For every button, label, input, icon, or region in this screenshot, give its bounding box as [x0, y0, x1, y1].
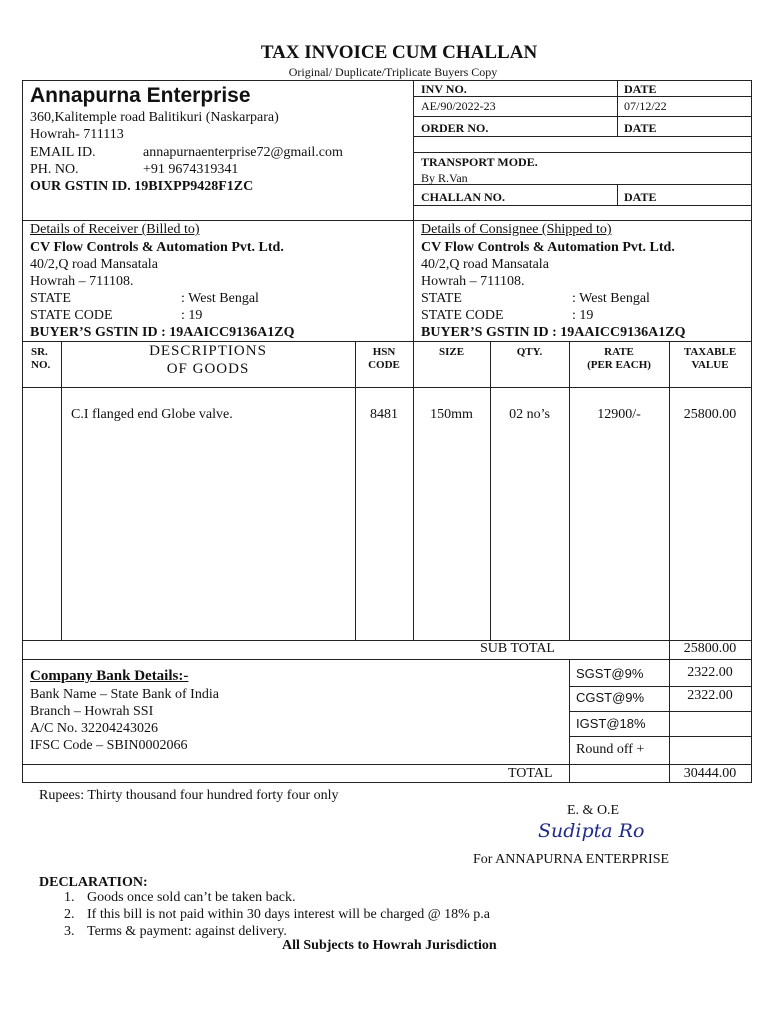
seller-phone: +91 9674319341: [143, 162, 239, 177]
sgst-label: SGST@9%: [576, 666, 644, 681]
subtotal-label: SUB TOTAL: [480, 641, 555, 656]
date-label: DATE: [624, 82, 657, 96]
declaration-item-1: Goods once sold can’t be taken back.: [87, 890, 296, 905]
receiver-address-line1: 40/2,Q road Mansatala: [30, 257, 158, 272]
jurisdiction-note: All Subjects to Howrah Jurisdiction: [282, 938, 497, 953]
for-company-line: For ANNAPURNA ENTERPRISE: [473, 852, 670, 867]
consignee-state: : West Bengal: [572, 291, 650, 306]
consignee-state-label: STATE: [421, 291, 462, 306]
seller-email-label: EMAIL ID.: [30, 145, 96, 160]
total-value: 30444.00: [683, 766, 737, 781]
bank-name: Bank Name – State Bank of India: [30, 687, 219, 702]
bank-branch: Branch – Howrah SSI: [30, 704, 154, 719]
consignee-address-line2: Howrah – 711108.: [421, 274, 525, 289]
declaration-item-3: Terms & payment: against delivery.: [87, 924, 287, 939]
seller-address-line1: 360,Kalitemple road Balitikuri (Naskarpara): [30, 110, 279, 125]
col-hsn: HSN: [372, 346, 396, 358]
consignee-address-line1: 40/2,Q road Mansatala: [421, 257, 549, 272]
col-qty: QTY.: [516, 346, 543, 358]
inv-no-label: INV NO.: [421, 82, 467, 96]
errors-omissions-note: E. & O.E: [567, 803, 620, 818]
receiver-state-label: STATE: [30, 291, 71, 306]
challan-no-label: CHALLAN NO.: [421, 190, 506, 204]
declaration-heading: DECLARATION:: [39, 875, 148, 890]
item-hsn: 8481: [370, 407, 398, 422]
bank-account: A/C No. 32204243026: [30, 721, 158, 736]
subtotal-value: 25800.00: [683, 641, 737, 656]
challan-date-label: DATE: [624, 190, 657, 204]
bank-heading: Company Bank Details:-: [30, 668, 189, 684]
item-size: 150mm: [430, 407, 473, 422]
seller-name: Annapurna Enterprise: [30, 84, 251, 107]
amount-in-words: Rupees: Thirty thousand four hundred forty four only: [39, 788, 339, 803]
seller-address-line2: Howrah- 711113: [30, 127, 124, 142]
seller-email: annapurnaenterprise72@gmail.com: [143, 145, 343, 160]
seller-gstin: OUR GSTIN ID. 19BIXPP9428F1ZC: [30, 179, 254, 194]
cgst-value: 2322.00: [687, 688, 733, 703]
item-rate: 12900/-: [597, 407, 641, 422]
receiver-state: : West Bengal: [181, 291, 259, 306]
declaration-item-2-num: 2.: [64, 907, 75, 922]
col-taxable-value: TAXABLE: [683, 346, 737, 358]
sgst-value: 2322.00: [687, 665, 733, 680]
consignee-name: CV Flow Controls & Automation Pvt. Ltd.: [421, 240, 675, 255]
col-rate: RATE: [604, 346, 634, 358]
col-sr-no: SR.: [31, 346, 48, 358]
item-qty: 02 no’s: [509, 407, 550, 422]
consignee-state-code: : 19: [572, 308, 594, 323]
seller-phone-label: PH. NO.: [30, 162, 79, 177]
item-taxable-value: 25800.00: [683, 407, 737, 422]
signature: Sudipta Ro: [538, 820, 645, 842]
col-hsn-2: CODE: [368, 359, 400, 371]
receiver-gstin: BUYER’S GSTIN ID : 19AAICC9136A1ZQ: [30, 325, 295, 340]
col-size: SIZE: [438, 346, 465, 358]
col-description-2: OF GOODS: [166, 361, 250, 377]
transport-mode-value: By R.Van: [421, 171, 468, 185]
date-value: 07/12/22: [624, 99, 667, 113]
declaration-item-3-num: 3.: [64, 924, 75, 939]
receiver-state-code: : 19: [181, 308, 203, 323]
col-description: DESCRIPTIONS: [149, 343, 267, 359]
declaration-item-1-num: 1.: [64, 890, 75, 905]
cgst-label: CGST@9%: [576, 690, 645, 705]
item-description: C.I flanged end Globe valve.: [71, 407, 233, 422]
order-date-label: DATE: [624, 121, 657, 135]
declaration-item-2: If this bill is not paid within 30 days interest will be charged @ 18% p.a: [87, 907, 491, 922]
consignee-state-code-label: STATE CODE: [421, 308, 504, 323]
total-label: TOTAL: [508, 766, 553, 781]
transport-mode-label: TRANSPORT MODE.: [421, 155, 538, 169]
receiver-address-line2: Howrah – 711108.: [30, 274, 134, 289]
igst-label: IGST@18%: [576, 716, 646, 731]
col-rate-2: (PER EACH): [587, 359, 651, 371]
inv-no-value: AE/90/2022-23: [421, 99, 496, 113]
receiver-state-code-label: STATE CODE: [30, 308, 113, 323]
round-off-label: Round off +: [576, 742, 645, 757]
col-sr-no-2: NO.: [31, 359, 51, 371]
consignee-heading: Details of Consignee (Shipped to): [421, 222, 612, 237]
order-no-label: ORDER NO.: [421, 121, 489, 135]
col-taxable-value-2: VALUE: [691, 359, 729, 371]
receiver-heading: Details of Receiver (Billed to): [30, 222, 200, 237]
invoice-title: TAX INVOICE CUM CHALLAN: [260, 42, 538, 63]
copy-type-line: Original/ Duplicate/Triplicate Buyers Copy: [288, 65, 498, 79]
consignee-gstin: BUYER’S GSTIN ID : 19AAICC9136A1ZQ: [421, 325, 686, 340]
receiver-name: CV Flow Controls & Automation Pvt. Ltd.: [30, 240, 284, 255]
bank-ifsc: IFSC Code – SBIN0002066: [30, 738, 188, 753]
